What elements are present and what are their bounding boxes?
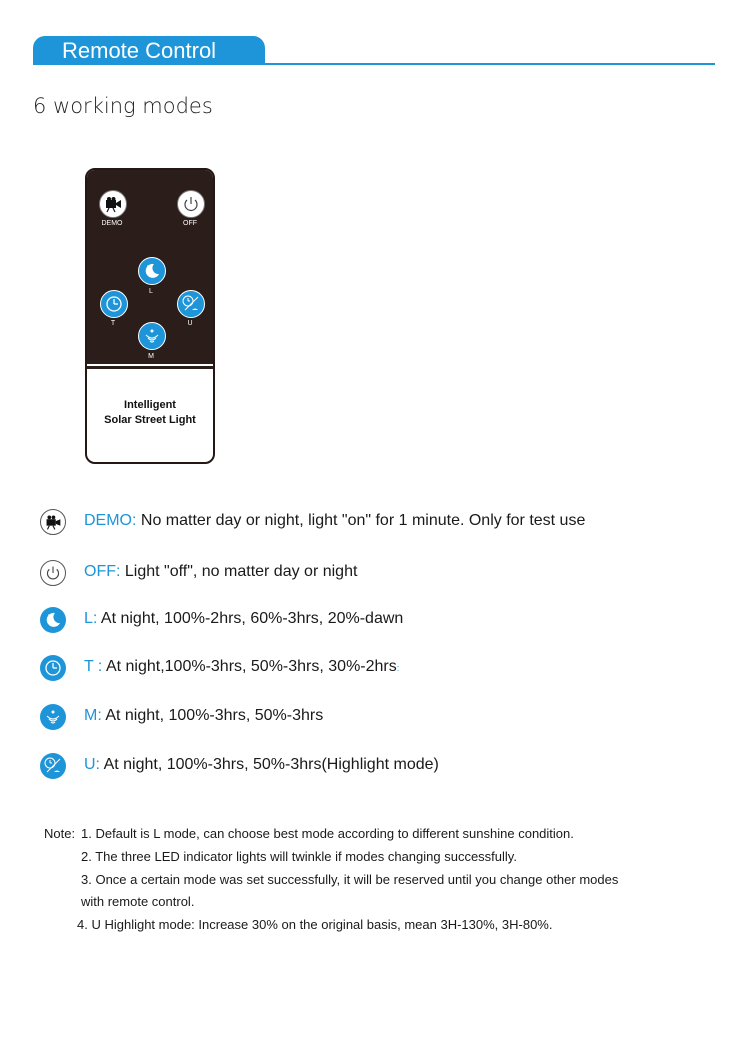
power-icon: [40, 560, 66, 586]
remote-button-panel: [87, 170, 213, 364]
mode-m-desc: At night, 100%-3hrs, 50%-3hrs: [101, 707, 324, 724]
remote-l-label: L: [149, 288, 153, 295]
mode-u-key: U:: [84, 756, 100, 773]
mode-off-desc: Light "off", no matter day or night: [120, 563, 358, 580]
moon-icon: [139, 258, 165, 284]
header-divider: [33, 63, 715, 65]
clock-lamp-icon: [178, 291, 204, 317]
mode-u-desc: At night, 100%-3hrs, 50%-3hrs(Highlight mode): [100, 756, 439, 773]
mode-m-key: M:: [84, 707, 102, 724]
remote-divider-stripe: [87, 366, 213, 369]
mode-demo-text: [84, 512, 585, 530]
remote-m-label: M: [148, 353, 154, 360]
section-subtitle: 6 working modes: [33, 94, 213, 118]
mode-off-key: OFF:: [84, 563, 121, 580]
remote-l-button: [138, 257, 166, 285]
motion-sensor-icon: [40, 704, 66, 730]
remote-product-line2: Solar Street Light: [104, 414, 196, 426]
remote-product-line1: Intelligent: [124, 399, 176, 411]
note-item-3-cont: with remote control.: [81, 894, 195, 909]
mode-demo-desc: No matter day or night, light "on" for 1 minute. Only for test use: [136, 512, 586, 529]
moon-icon: [40, 607, 66, 633]
remote-off-label: OFF: [183, 220, 197, 227]
remote-u-button: [177, 290, 205, 318]
note-item-1: 1. Default is L mode, can choose best mode according to different sunshine condition.: [81, 826, 574, 841]
clock-lamp-icon: [40, 753, 66, 779]
remote-t-label: T: [110, 320, 116, 327]
page-title: Remote Control: [62, 38, 217, 63]
camera-icon: [100, 191, 126, 217]
remote-body: [85, 168, 215, 464]
mode-off-text: [84, 563, 357, 581]
clock-icon: [101, 291, 127, 317]
remote-u-label: U: [187, 320, 193, 327]
note-item-3: 3. Once a certain mode was set successfully, it will be reserved until you change other modes: [81, 872, 619, 887]
mode-t-text: [84, 658, 399, 676]
mode-u-text: [84, 756, 439, 774]
mode-t-trail: :: [396, 663, 400, 673]
mode-l-text: [84, 610, 403, 628]
motion-sensor-icon: [139, 323, 165, 349]
camera-icon: [40, 509, 66, 535]
mode-demo-key: DEMO:: [84, 512, 137, 529]
remote-demo-label: DEMO: [101, 220, 123, 227]
mode-t-desc: At night,100%-3hrs, 50%-3hrs, 30%-2hrs: [102, 658, 397, 675]
remote-product-name: [87, 398, 213, 428]
note-prefix: Note:: [44, 826, 76, 841]
power-icon: [178, 191, 204, 217]
note-item-4: 4. U Highlight mode: Increase 30% on the original basis, mean 3H-130%, 3H-80%.: [77, 917, 553, 932]
clock-icon: [40, 655, 66, 681]
remote-demo-button: [99, 190, 127, 218]
note-item-2: 2. The three LED indicator lights will twinkle if modes changing successfully.: [81, 849, 517, 864]
mode-m-text: [84, 707, 323, 725]
mode-l-key: L:: [84, 610, 98, 627]
mode-l-desc: At night, 100%-2hrs, 60%-3hrs, 20%-dawn: [97, 610, 404, 627]
remote-control-illustration: [85, 168, 215, 464]
remote-off-button: [177, 190, 205, 218]
remote-m-button: [138, 322, 166, 350]
remote-t-button: [100, 290, 128, 318]
mode-t-key: T :: [84, 658, 103, 675]
